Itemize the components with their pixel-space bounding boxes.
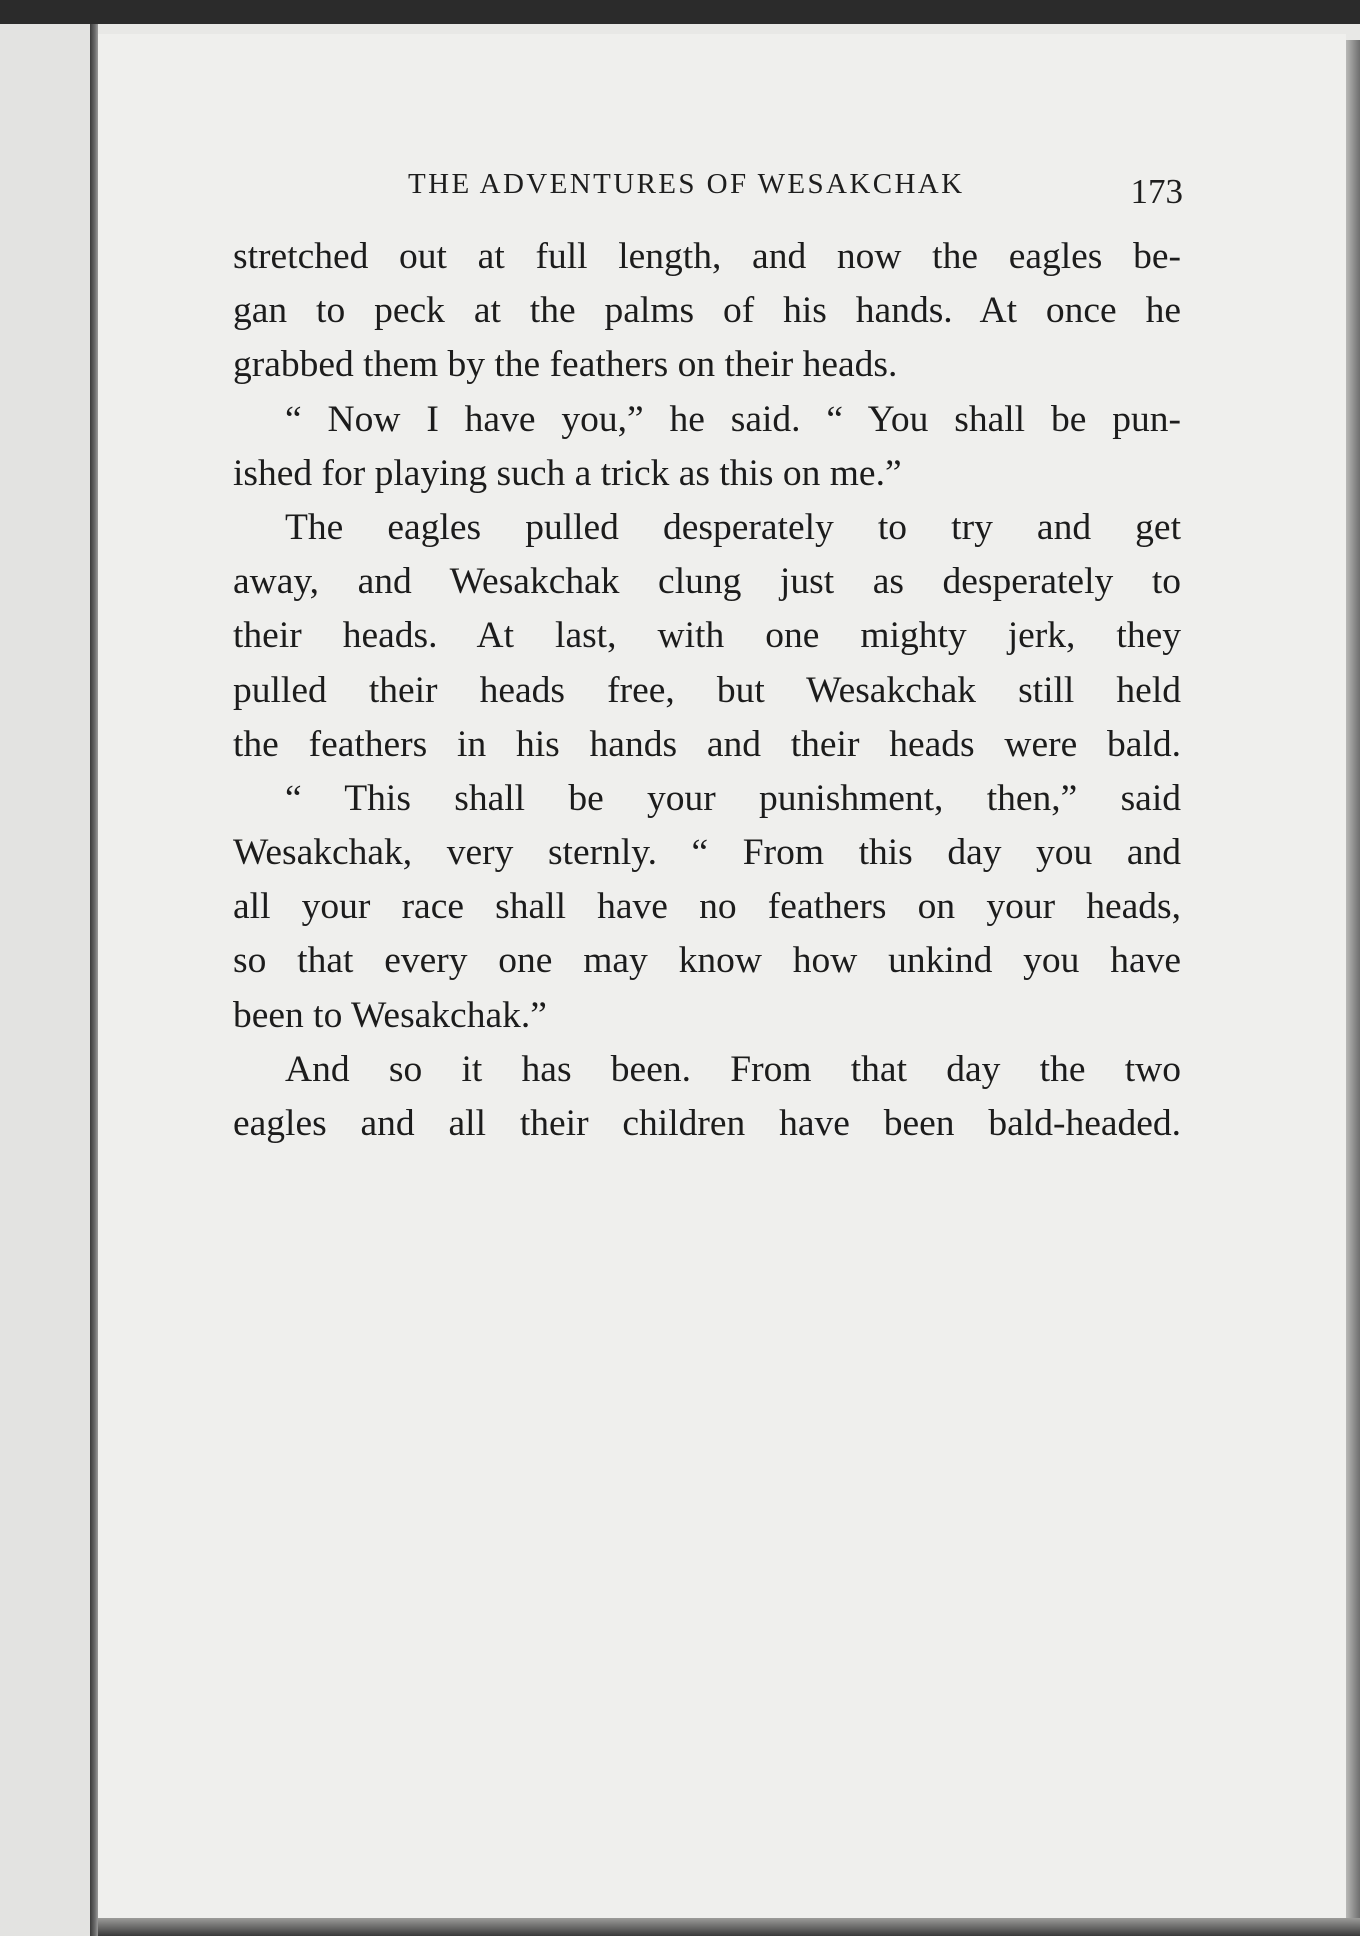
text-line: Wesakchak, very sternly. “ From this day you and bbox=[233, 832, 1181, 874]
text-line: And so it has been. From that day the two bbox=[285, 1048, 1181, 1090]
text-line: away, and Wesakchak clung just as desperately to bbox=[233, 561, 1181, 603]
running-head bbox=[98, 132, 1183, 211]
body-text bbox=[233, 230, 1181, 1151]
scan-top-border bbox=[0, 0, 1360, 24]
page-number: 173 bbox=[1130, 172, 1183, 211]
scan-right-edge bbox=[1346, 40, 1360, 1936]
running-title: THE ADVENTURES OF WESAKCHAK bbox=[408, 168, 965, 200]
text-line: eagles and all their children have been bald-headed. bbox=[233, 1103, 1181, 1144]
text-line: so that every one may know how unkind you have bbox=[233, 940, 1181, 982]
text-line: all your race shall have no feathers on your heads, bbox=[233, 886, 1181, 928]
text-line: “ Now I have you,” he said. “ You shall be pun- bbox=[285, 398, 1181, 440]
text-line: ished for playing such a trick as this on me.” bbox=[233, 452, 902, 494]
book-spine-edge bbox=[90, 24, 98, 1936]
text-line: stretched out at full length, and now the eagles be- bbox=[233, 236, 1181, 277]
text-line: The eagles pulled desperately to try and get bbox=[285, 506, 1181, 548]
text-line: gan to peck at the palms of his hands. At once he bbox=[233, 290, 1181, 332]
text-line: grabbed them by the feathers on their heads. bbox=[233, 344, 898, 386]
text-line: been to Wesakchak.” bbox=[233, 994, 547, 1036]
scan-bottom-edge bbox=[98, 1918, 1360, 1936]
text-line: their heads. At last, with one mighty jerk, they bbox=[233, 615, 1181, 657]
text-line: the feathers in his hands and their heads were bald. bbox=[233, 723, 1181, 765]
text-line: pulled their heads free, but Wesakchak still held bbox=[233, 669, 1181, 711]
scan-left-margin bbox=[0, 24, 92, 1936]
text-line: “ This shall be your punishment, then,” said bbox=[285, 777, 1181, 819]
